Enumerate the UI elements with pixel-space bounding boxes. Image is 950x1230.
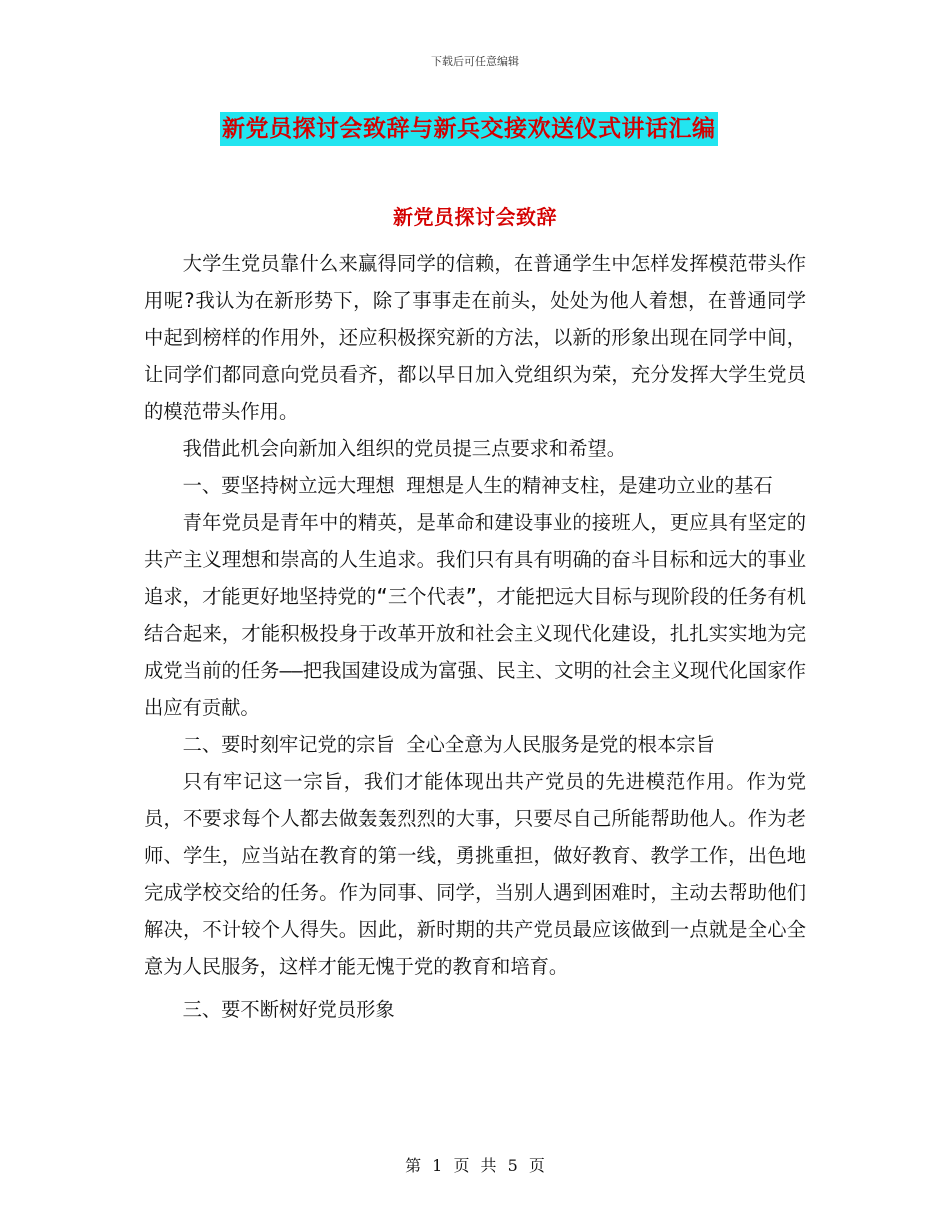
header-note: 下载后可任意编辑 (431, 55, 519, 68)
paragraph: 大学生党员靠什么来赢得同学的信赖，在普通学生中怎样发挥模范带头作用呢?我认为在新形势下，除了事事走在前头，处处为他人着想，在普通同学中起到榜样的作用外，还应积极探究新的方法，以新的形象出现在同学中间，让同学们都同意向党员看齐，都以早日加入党组织为荣，充分发挥大学生党员的模范带头作用。 (144, 252, 806, 423)
paragraph: 青年党员是青年中的精英，是革命和建设事业的接班人，更应具有坚定的共产主义理想和崇高的人生追求。我们只有具有明确的奋斗目标和远大的事业追求，才能更好地坚持党的“三个代表”，才能把远大目标与现阶段的任务有机结合起来，才能积极投身于改革开放和社会主义现代化建设，扎扎实实地为完成党当前的任务——把我国建设成为富强、民主、文明的社会主义现代化国家作出应有贡献。 (144, 511, 806, 719)
section-title: 新党员探讨会致辞 (393, 205, 557, 229)
document-body (144, 245, 806, 1028)
paragraph: 三、要不断树好党员形象 (182, 998, 395, 1021)
paragraph: 二、要时刻牢记党的宗旨 全心全意为人民服务是党的根本宗旨 (182, 733, 715, 756)
paragraph: 只有牢记这一宗旨，我们才能体现出共产党员的先进模范作用。作为党员，不要求每个人都去做轰轰烈烈的大事，只要尽自己所能帮助他人。作为老师、学生，应当站在教育的第一线，勇挑重担，做好教育、教学工作，出色地完成学校交给的任务。作为同事、同学，当别人遇到困难时，主动去帮助他们解决，不计较个人得失。因此，新时期的共产党员最应该做到一点就是全心全意为人民服务，这样才能无愧于党的教育和培育。 (144, 770, 806, 978)
document-title: 新党员探讨会致辞与新兵交接欢送仪式讲话汇编 (220, 112, 718, 146)
paragraph: 我借此机会向新加入组织的党员提三点要求和希望。 (182, 437, 627, 460)
page-number: 第 1 页 共 5 页 (405, 1156, 545, 1175)
paragraph: 一、要坚持树立远大理想 理想是人生的精神支柱，是建功立业的基石 (182, 474, 773, 497)
